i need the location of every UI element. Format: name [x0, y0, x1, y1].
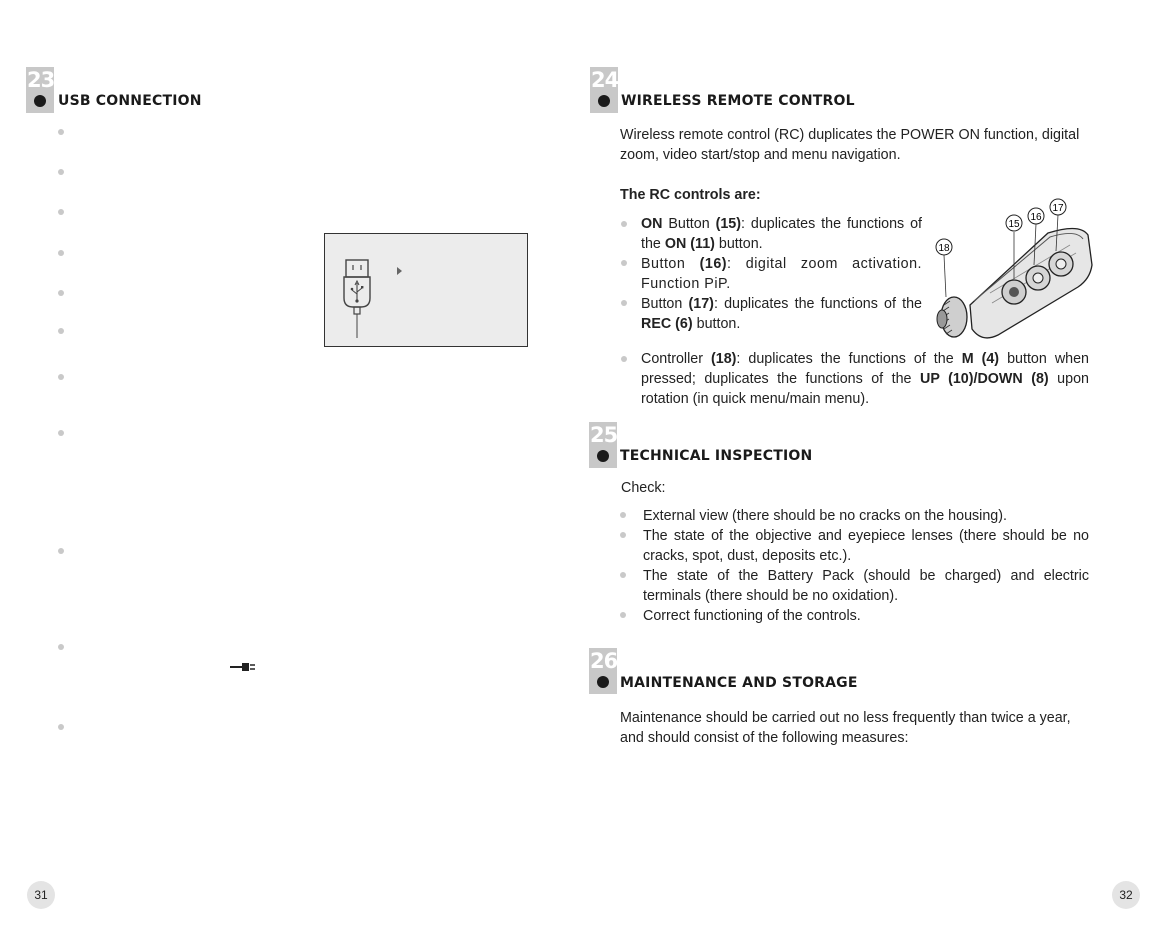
callout-label-15: 15 — [1008, 219, 1020, 230]
section-number: 26 — [590, 649, 618, 673]
page-number: 32 — [1112, 881, 1140, 909]
callout-label-17: 17 — [1052, 203, 1064, 214]
section-title-usb: USB CONNECTION — [58, 93, 202, 109]
bullet-marker — [620, 612, 626, 618]
section-badge-26 — [589, 648, 617, 694]
section-badge-24 — [590, 67, 618, 113]
check-label: Check: — [621, 480, 666, 496]
plug-icon — [229, 661, 257, 673]
bullet-marker — [621, 300, 627, 306]
rc-item-button-17: Button (17): duplicates the functions of the REC (6) button. — [641, 296, 922, 332]
inspection-item: External view (there should be no cracks on the housing). — [643, 508, 1007, 524]
inspection-item: Correct functioning of the controls. — [643, 608, 861, 624]
bullet-marker — [58, 169, 64, 175]
rc-item-on-button: ON Button (15): duplicates the functions of the ON (11) button. — [641, 216, 922, 252]
inspection-item: The state of the Battery Pack (should be charged) and electric terminals (there should be no oxidation). — [643, 568, 1089, 604]
section-number: 24 — [591, 68, 619, 92]
rc-item-controller-18: Controller (18): duplicates the functions of the M (4) button when pressed; duplicates the functions of the UP (10)/DOWN (8) upon rotation (in quick menu/main menu). — [641, 351, 1090, 407]
bullet-marker — [58, 129, 64, 135]
bullet-marker — [58, 328, 64, 334]
section-title-rc: WIRELESS REMOTE CONTROL — [621, 93, 855, 109]
rc-intro: Wireless remote control (RC) duplicates the POWER ON function, digital zoom, video start/stop and menu navigation. — [620, 127, 1080, 163]
page-number: 31 — [27, 881, 55, 909]
bullet-marker — [58, 548, 64, 554]
bullet-marker — [620, 512, 626, 518]
callout-label-16: 16 — [1030, 212, 1042, 223]
section-number: 23 — [27, 68, 55, 92]
bullet-marker — [58, 250, 64, 256]
bullet-marker — [58, 290, 64, 296]
bullet-marker — [58, 374, 64, 380]
bullet-marker — [620, 532, 626, 538]
bullet-marker — [621, 260, 627, 266]
section-badge-23 — [26, 67, 54, 113]
rc-item-button-16: Button (16): digital zoom activation. Function PiP. — [641, 256, 923, 292]
section-title-maintenance: MAINTENANCE AND STORAGE — [620, 675, 858, 691]
inspection-item: The state of the objective and eyepiece lenses (there should be no cracks, spot, dust, deposits etc.). — [643, 528, 1089, 564]
rc-controls-heading: The RC controls are: — [620, 187, 761, 203]
usb-icon — [325, 234, 527, 346]
bullet-marker — [58, 644, 64, 650]
section-dot-icon — [34, 95, 46, 107]
section-dot-icon — [598, 95, 610, 107]
bullet-marker — [621, 221, 627, 227]
section-title-inspection: TECHNICAL INSPECTION — [620, 448, 813, 464]
right-page — [584, 0, 1168, 935]
bullet-marker — [621, 356, 627, 362]
bullet-marker — [58, 430, 64, 436]
maintenance-text: Maintenance should be carried out no less frequently than twice a year, and should consist of the following measures: — [620, 710, 1071, 746]
bullet-marker — [58, 209, 64, 215]
section-number: 25 — [590, 423, 618, 447]
bullet-marker — [620, 572, 626, 578]
section-badge-25 — [589, 422, 617, 468]
section-dot-icon — [597, 450, 609, 462]
section-dot-icon — [597, 676, 609, 688]
usb-figure-box — [324, 233, 528, 347]
callout-label-18: 18 — [938, 243, 950, 254]
arrow-right-icon — [396, 266, 404, 276]
bullet-marker — [58, 724, 64, 730]
remote-control-illustration — [930, 195, 1096, 345]
